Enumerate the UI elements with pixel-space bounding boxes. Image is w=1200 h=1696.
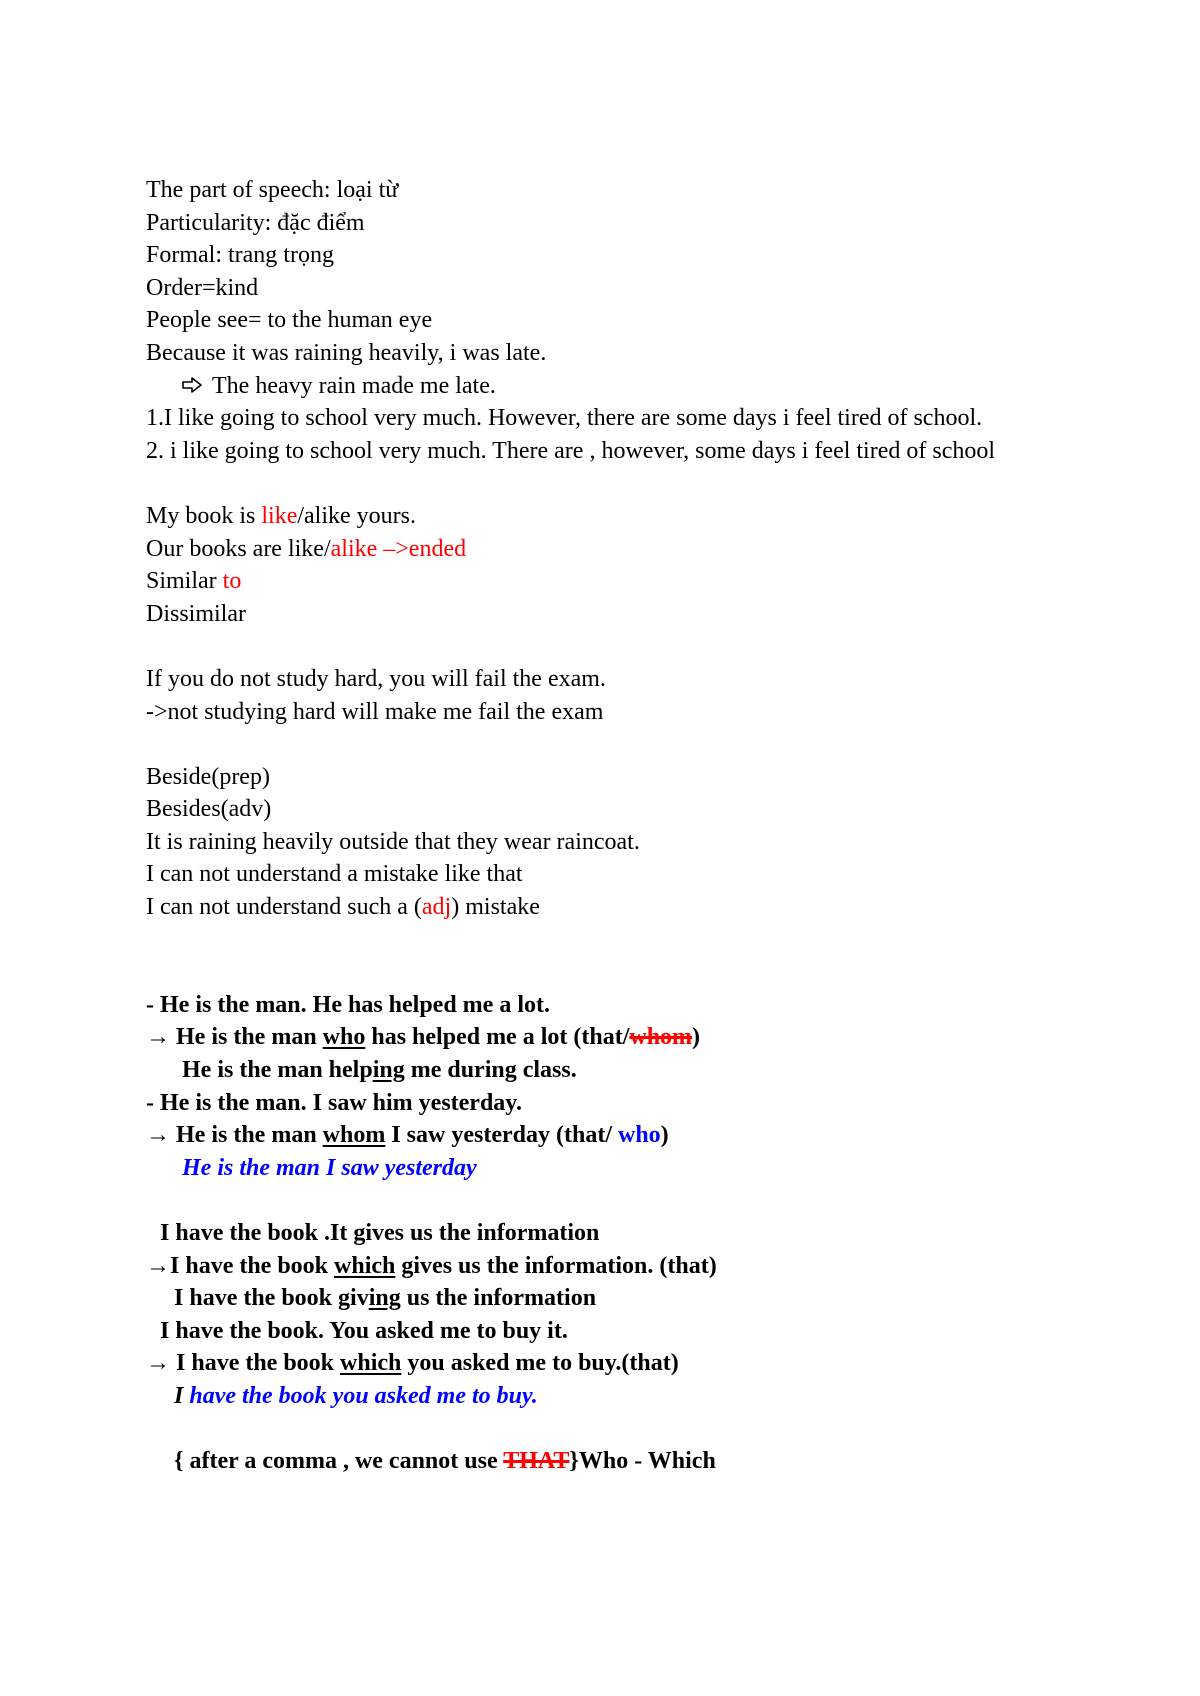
besides-line: Besides(adv)	[146, 796, 272, 823]
spacer	[146, 1184, 1076, 1217]
like-text: /alike yours.	[297, 502, 416, 529]
like-line-2	[146, 533, 1076, 566]
who-text: → He is the man	[146, 1024, 323, 1051]
helping-text: He is the man help	[182, 1057, 373, 1084]
note-however-2: 2. i like going to school very much. There are , however, some days i feel tired of school	[146, 437, 996, 464]
conditional-line-2: ->not studying hard will make me fail the exam	[146, 698, 604, 725]
which-underlined: which	[334, 1252, 396, 1279]
whom-example-2	[146, 1119, 1076, 1152]
spacer	[146, 1413, 1076, 1446]
similar-line	[146, 565, 1076, 598]
ing-underlined: ing	[372, 1057, 405, 1084]
such-text: I can not understand such a (	[146, 894, 422, 921]
who-example-1: - He is the man. He has helped me a lot.	[146, 991, 550, 1018]
comma-rule-text: }Who - Which	[569, 1448, 716, 1475]
which-example-2	[146, 1250, 1076, 1283]
adj-highlight: adj	[421, 894, 452, 921]
note-heavy-rain: The heavy rain made me late.	[212, 372, 496, 399]
conditional-line-1: If you do not study hard, you will fail the exam.	[146, 665, 606, 692]
note-particularity: Particularity: đặc điểm	[146, 209, 365, 236]
such-a-line	[146, 891, 1076, 924]
who-blue: who	[617, 1122, 661, 1149]
who-example-3	[146, 1054, 1076, 1087]
giving-text: us the information	[400, 1285, 597, 1312]
which-underlined: which	[340, 1350, 402, 1377]
whom-text: I saw yesterday (that/	[385, 1122, 618, 1149]
that-struck: THAT	[503, 1448, 570, 1475]
which-text: gives us the information. (that)	[395, 1252, 717, 1279]
which-example-1: I have the book .It gives us the information	[160, 1220, 600, 1246]
omitted-blue: have the book you asked me to buy.	[189, 1382, 538, 1409]
which-example-3	[146, 1282, 1076, 1315]
whom-omitted-example: He is the man I saw yesterday	[182, 1154, 477, 1181]
whom-underlined: whom	[322, 1122, 386, 1149]
which-example-5	[146, 1347, 1076, 1380]
which-example-4: I have the book. You asked me to buy it.	[160, 1317, 568, 1344]
whom-struck: whom	[629, 1024, 693, 1051]
whom-example-1: - He is the man. I saw him yesterday.	[146, 1089, 522, 1116]
note-however-1: 1.I like going to school very much. However, there are some days i feel tired of school.	[146, 405, 983, 432]
mistake-like-line: I can not understand a mistake like that	[146, 861, 523, 888]
spacer	[146, 467, 1076, 500]
note-formal: Formal: trang trọng	[146, 242, 334, 269]
who-example-2	[146, 1021, 1076, 1054]
giving-text: I have the book giv	[174, 1285, 369, 1312]
arrow-right-outline-icon	[182, 370, 204, 403]
spacer	[146, 728, 1076, 761]
similar-text: Similar	[146, 568, 223, 595]
who-underlined: who	[322, 1024, 366, 1051]
which-text: → I have the book	[146, 1350, 341, 1377]
spacer	[146, 924, 1076, 957]
ing-underlined: ing	[368, 1285, 401, 1312]
to-highlight: to	[222, 568, 242, 595]
which-omitted-example	[146, 1380, 1076, 1413]
which-text: →I have the book	[146, 1252, 335, 1279]
omitted-text: I	[174, 1382, 190, 1409]
note-arrow-line	[146, 370, 1076, 403]
spacer	[146, 956, 1076, 989]
whom-text: )	[660, 1122, 669, 1149]
alike-highlight: alike –>ended	[330, 535, 467, 562]
note-part-of-speech: The part of speech: loại từ	[146, 177, 399, 203]
spacer	[146, 630, 1076, 663]
dissimilar-line: Dissimilar	[146, 600, 246, 627]
comma-rule	[146, 1445, 1076, 1478]
which-text: you asked me to buy.(that)	[401, 1350, 679, 1377]
document-body	[146, 174, 1076, 1478]
whom-text: → He is the man	[146, 1122, 323, 1149]
note-because: Because it was raining heavily, i was late.	[146, 339, 547, 366]
who-text: has helped me a lot (that/	[365, 1024, 630, 1051]
like-text: My book is	[146, 502, 262, 529]
raining-line: It is raining heavily outside that they wear raincoat.	[146, 828, 640, 855]
note-people-see: People see= to the human eye	[146, 307, 433, 334]
note-order: Order=kind	[146, 274, 259, 301]
helping-text: me during class.	[404, 1057, 577, 1084]
who-text: )	[692, 1024, 701, 1051]
comma-rule-text: { after a comma , we cannot use	[174, 1448, 504, 1475]
beside-line: Beside(prep)	[146, 763, 270, 790]
such-text: ) mistake	[451, 894, 540, 921]
like-text: Our books are like/	[146, 535, 331, 562]
like-highlight: like	[261, 502, 298, 529]
like-line-1	[146, 500, 1076, 533]
